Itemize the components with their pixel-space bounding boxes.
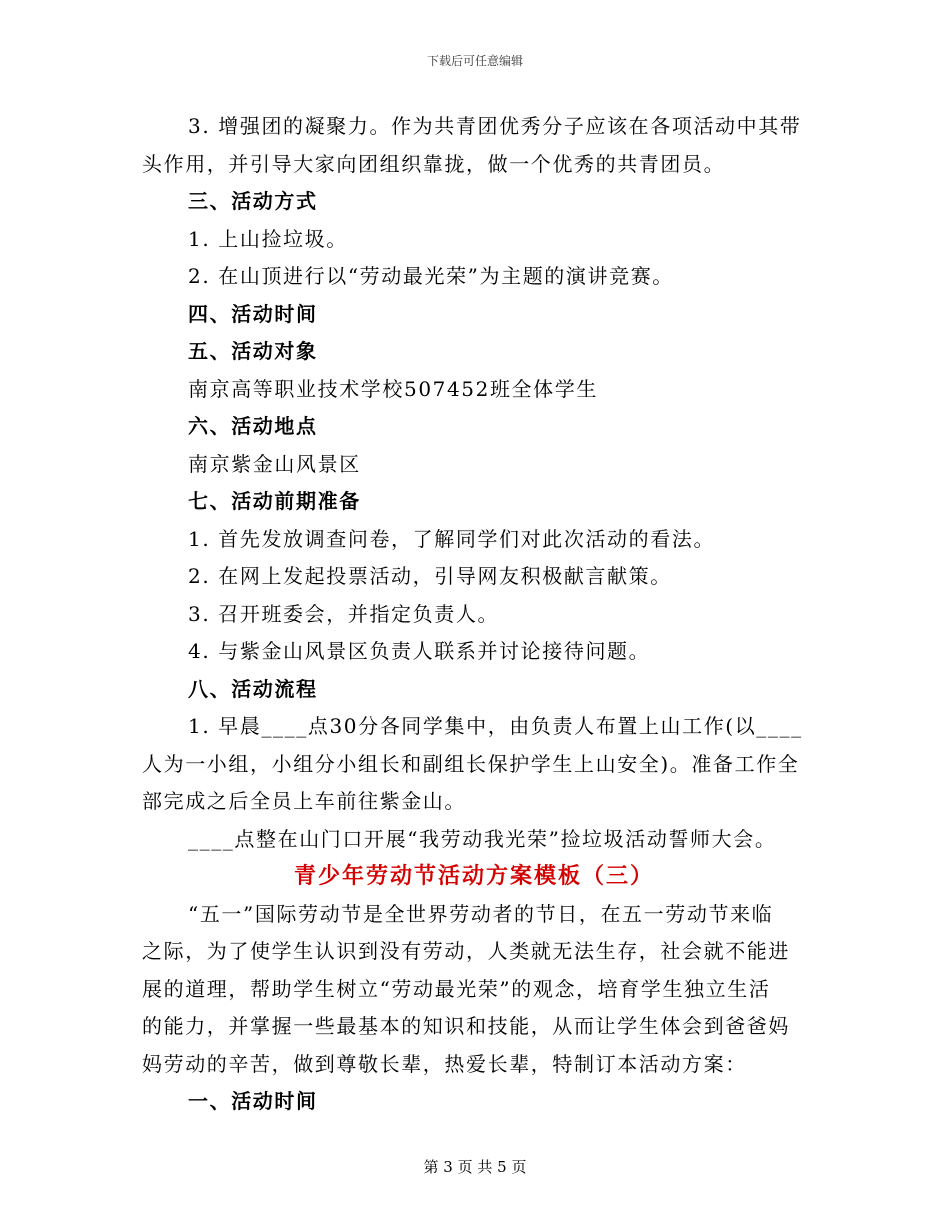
- list-item: 2. 在网上发起投票活动，引导网友积极献言献策。: [188, 564, 672, 588]
- paragraph-line: 南京高等职业技术学校507452班全体学生: [188, 376, 598, 401]
- paragraph-line: 展的道理，帮助学生树立“劳动最光荣”的观念，培育学生独立生活: [142, 976, 771, 1001]
- paragraph-line: 3. 增强团的凝聚力。作为共青团优秀分子应该在各项活动中其带: [188, 114, 802, 138]
- list-item: 2. 在山顶进行以“劳动最光荣”为主题的演讲竞赛。: [188, 264, 674, 288]
- page-header-note: 下载后可任意编辑: [426, 54, 523, 68]
- list-item: 1. 上山捡垃圾。: [188, 226, 348, 251]
- section-heading: 三、活动方式: [188, 189, 318, 213]
- paragraph-line: 妈劳动的辛苦，做到尊敬长辈，热爱长辈，特制订本活动方案：: [142, 1051, 747, 1076]
- paragraph-line: 南京紫金山风景区: [188, 451, 361, 476]
- paragraph-line: 部完成之后全员上车前往紫金山。: [142, 789, 466, 813]
- section-heading: 七、活动前期准备: [188, 489, 361, 513]
- section-title: 青少年劳动节活动方案模板（三）: [293, 863, 654, 889]
- list-item: 1. 首先发放调查问卷，了解同学们对此次活动的看法。: [188, 526, 716, 551]
- section-heading: 五、活动对象: [188, 339, 318, 363]
- paragraph-line: ____点整在山门口开展“我劳动我光荣”捡垃圾活动誓师大会。: [188, 826, 777, 851]
- paragraph-line: “五一”国际劳动节是全世界劳动者的节日，在五一劳动节来临: [188, 901, 774, 926]
- paragraph-line: 头作用，并引导大家向团组织靠拢，做一个优秀的共青团员。: [142, 151, 726, 176]
- paragraph-line: 人为一小组，小组分小组长和副组长保护学生上山安全)。准备工作全: [142, 751, 800, 776]
- section-heading: 一、活动时间: [188, 1089, 318, 1113]
- section-heading: 六、活动地点: [188, 414, 318, 438]
- paragraph-line: 之际，为了使学生认识到没有劳动，人类就无法生存，社会就不能进: [142, 939, 790, 963]
- page-footer-number: 第 3 页 共 5 页: [423, 1158, 527, 1176]
- list-item: 1. 早晨____点30分各同学集中，由负责人布置上山工作(以____: [188, 714, 803, 738]
- list-item: 4. 与紫金山风景区负责人联系并讨论接待问题。: [188, 639, 651, 663]
- paragraph-line: 的能力，并掌握一些最基本的知识和技能，从而让学生体会到爸爸妈: [142, 1014, 790, 1038]
- list-item: 3. 召开班委会，并指定负责人。: [188, 601, 500, 626]
- document-body: [142, 108, 806, 1121]
- section-heading: 四、活动时间: [188, 301, 318, 326]
- section-heading: 八、活动流程: [188, 676, 318, 701]
